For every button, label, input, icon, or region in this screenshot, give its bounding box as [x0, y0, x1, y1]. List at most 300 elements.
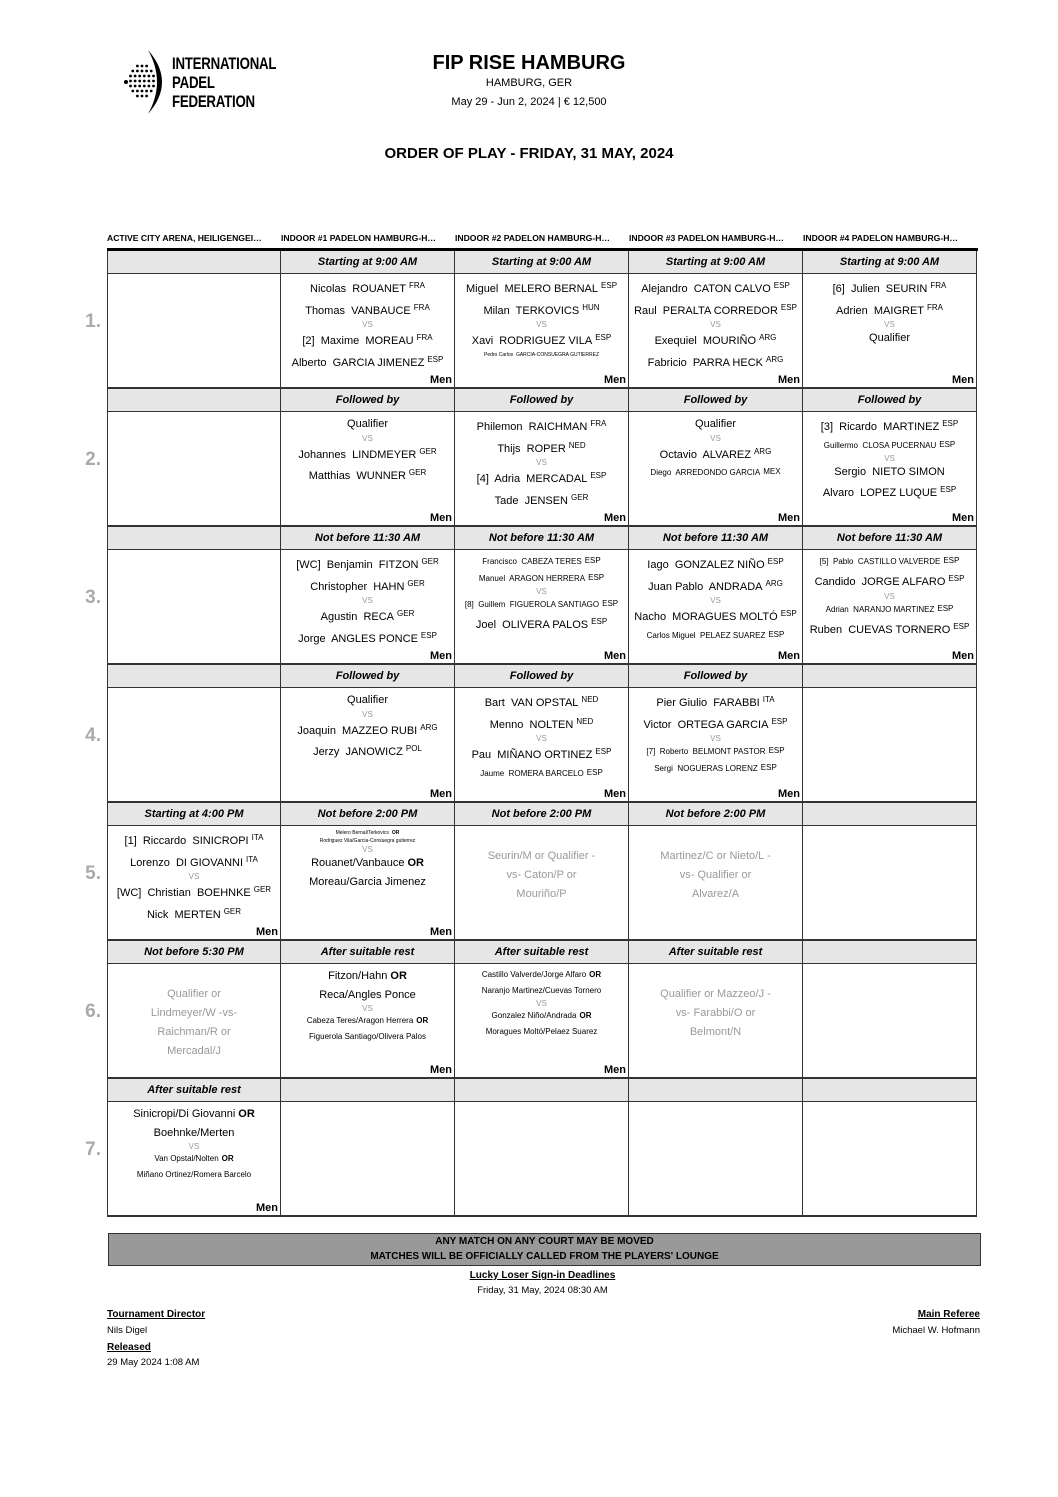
time-header: Not before 11:30 AM: [803, 527, 977, 550]
player-name: Qualifier or Mazzeo/J -: [660, 988, 771, 1000]
country-code: MEX: [763, 467, 781, 476]
time-header: Followed by: [281, 389, 455, 412]
match-cell: [629, 826, 803, 941]
court-name: INDOOR #1 PADELON HAMBURG-H…: [281, 233, 437, 243]
time-header: Starting at 9:00 AM: [455, 251, 629, 274]
schedule-row: [85, 1079, 978, 1217]
country-code: GER: [408, 468, 427, 477]
player-line: [629, 464, 802, 481]
country-code: ESP: [780, 302, 797, 312]
vs-label: [281, 845, 454, 854]
time-header: After suitable rest: [629, 941, 803, 964]
player-name: [WC] Christian BOEHNKE: [116, 887, 251, 899]
country-code: ESP: [767, 557, 784, 566]
player-name: Castillo Valverde/Jorge Alfaro: [481, 970, 587, 979]
country-code: ESP: [595, 747, 612, 756]
match-cell: [455, 550, 629, 665]
player-line: [803, 415, 976, 437]
country-code: NED: [576, 716, 594, 726]
player-line: [629, 351, 802, 373]
country-code: GER: [253, 885, 272, 894]
player-line: [803, 299, 976, 321]
country-code: ARG: [753, 446, 772, 456]
player-line: [629, 575, 802, 597]
time-header: [281, 1079, 455, 1102]
player-name: VS: [710, 596, 721, 605]
vs-label: [803, 592, 976, 601]
player-name: Boehnke/Merten: [153, 1126, 235, 1139]
country-code: FRA: [413, 302, 430, 312]
player-name: VS: [710, 433, 721, 443]
player-name: Moreau/Garcia Jimenez: [309, 875, 426, 888]
player-line: [803, 437, 976, 454]
match-cell: [803, 274, 977, 389]
vs-label: [629, 320, 802, 329]
match-cell: [281, 412, 455, 527]
player-name: Exequiel MOURIÑO: [654, 335, 757, 347]
country-code: ESP: [590, 471, 607, 480]
player-name: [2] Maxime MOREAU: [302, 335, 414, 347]
player-name: VS: [884, 320, 895, 329]
country-code: ARG: [765, 578, 783, 588]
country-code: FRA: [930, 281, 947, 290]
logo-dot: [131, 90, 134, 93]
player-name: Juan Pablo ANDRADA: [648, 580, 763, 593]
time-header: Not before 2:00 PM: [455, 803, 629, 826]
player-line: [108, 1042, 280, 1061]
player-line: [108, 1151, 280, 1167]
player-line: [281, 351, 454, 373]
vs-label: [629, 596, 802, 605]
category-label: Men: [430, 512, 452, 524]
player-name: Qualifier: [695, 418, 736, 430]
player-name: Miguel MELERO BERNAL: [465, 283, 599, 295]
player-line: [629, 885, 802, 904]
country-code: ESP: [602, 599, 619, 608]
player-name: [4] Adria MERCADAL: [476, 473, 588, 485]
time-header: Not before 2:00 PM: [629, 803, 803, 826]
or-label: OR: [391, 830, 400, 836]
player-line: [455, 613, 628, 635]
country-code: GER: [421, 557, 439, 566]
row-number: 2.: [85, 449, 101, 470]
player-name: Alejandro CATON CALVO: [641, 283, 771, 295]
player-name: Qualifier: [347, 418, 388, 430]
match-cell: [281, 964, 455, 1079]
country-code: ITA: [762, 695, 775, 704]
category-label: Men: [952, 374, 974, 386]
player-line: [455, 743, 628, 765]
match-cell: [455, 1102, 629, 1217]
player-line: [455, 277, 628, 299]
player-line: [629, 743, 802, 760]
player-name: Van Opstal/Nolten: [154, 1154, 219, 1163]
player-name: Nick MERTEN: [146, 908, 221, 921]
player-name: VS: [536, 458, 547, 467]
notice-banner: [108, 1233, 981, 1266]
player-name: [1] Riccardo SINICROPI: [124, 835, 249, 847]
player-name: Fabricio PARRA HECK: [647, 356, 763, 369]
player-line: [281, 329, 454, 351]
player-name: Candido JORGE ALFARO: [814, 576, 946, 588]
row-number: 4.: [85, 725, 101, 746]
player-name: VS: [362, 1004, 373, 1013]
player-name: VS: [710, 320, 721, 329]
or-label: OR: [221, 1154, 234, 1163]
time-header: Followed by: [803, 389, 977, 412]
player-name: Xavi RODRIGUEZ VILA: [471, 335, 593, 347]
player-line: [108, 1124, 280, 1143]
time-header: Followed by: [629, 665, 803, 688]
category-label: Men: [430, 1064, 452, 1076]
player-name: Alvaro LOPEZ LUQUE: [822, 487, 938, 499]
category-label: Men: [604, 1064, 626, 1076]
player-line: [281, 605, 454, 627]
player-name: Jerzy JANOWICZ: [313, 746, 403, 758]
or-label: OR: [390, 970, 407, 982]
country-code: ESP: [760, 763, 777, 772]
match-cell: [629, 412, 803, 527]
player-name: Sergi NOGUERAS LORENZ: [654, 764, 758, 773]
match-cell: [455, 274, 629, 389]
time-header: Followed by: [629, 389, 803, 412]
court-name: INDOOR #3 PADELON HAMBURG-H…: [629, 233, 785, 243]
match-cell: [455, 412, 629, 527]
player-name: Pier Giulio FARABBI: [656, 697, 760, 709]
time-header: Starting at 4:00 PM: [107, 803, 281, 826]
country-code: GER: [419, 446, 437, 456]
schedule-row: [85, 665, 978, 803]
court-name: INDOOR #2 PADELON HAMBURG-H…: [455, 233, 611, 243]
time-header: Followed by: [455, 389, 629, 412]
player-name: VS: [710, 734, 721, 743]
player-name: Christopher HAHN: [310, 580, 405, 593]
schedule-row: [85, 389, 978, 527]
country-code: GER: [397, 609, 415, 618]
player-name: Nacho MORAGUES MOLTÓ: [634, 611, 778, 623]
player-name: Matthias WUNNER: [308, 470, 406, 482]
player-name: Raichman/R or: [157, 1026, 231, 1038]
time-header: Not before 11:30 AM: [629, 527, 803, 550]
player-line: [281, 740, 454, 762]
player-name: VS: [536, 320, 547, 329]
time-header: [455, 1079, 629, 1102]
country-code: GER: [407, 578, 425, 588]
player-line: [629, 866, 802, 885]
lucky-loser-date: Friday, 31 May, 2024 08:30 AM: [477, 1285, 608, 1296]
player-name: Francisco CABEZA TERES: [482, 557, 582, 566]
country-code: FRA: [927, 302, 944, 312]
match-cell: [455, 688, 629, 803]
match-cell: [629, 1102, 803, 1217]
player-name: Moragues Moltó/Pelaez Suarez: [485, 1027, 598, 1036]
match-cell: [803, 964, 977, 1079]
tournament-title: FIP RISE HAMBURG: [432, 52, 626, 74]
time-header: [107, 251, 281, 274]
player-name: VS: [884, 591, 895, 601]
player-line: [455, 596, 628, 613]
vs-label: [629, 734, 802, 743]
player-line: [455, 967, 628, 983]
player-name: Rodriguez Vila/Garcia-Consuegra gutierrez: [319, 838, 416, 844]
match-cell: [455, 826, 629, 941]
player-line: [108, 903, 280, 925]
player-line: [629, 627, 802, 644]
player-line: [108, 1023, 280, 1042]
player-name: [5] Pablo CASTILLO VALVERDE: [819, 557, 941, 566]
player-line: [803, 329, 976, 348]
player-line: [108, 881, 280, 903]
match-cell: [107, 412, 281, 527]
match-cell: [803, 550, 977, 665]
director-name: Nils Digel: [107, 1325, 148, 1336]
player-name: Guillermo CLOSA PUCERNAU: [823, 440, 937, 450]
country-code: ARG: [420, 722, 438, 732]
player-line: [803, 570, 976, 592]
player-name: Raul PERALTA CORREDOR: [634, 304, 778, 317]
player-name: VS: [362, 433, 373, 443]
row-number: 5.: [85, 863, 101, 884]
player-name: vs- Caton/P or: [506, 869, 577, 881]
logo-line: PADEL: [172, 73, 215, 92]
schedule-grid: [85, 248, 978, 1217]
player-line: [455, 1024, 628, 1040]
player-name: VS: [188, 1142, 200, 1151]
player-name: [8] Guillem FIGUEROLA SANTIAGO: [464, 600, 600, 609]
player-name: Naranjo Martinez/Cuevas Tornero: [481, 986, 602, 995]
country-code: POL: [405, 744, 422, 753]
player-line: [455, 351, 628, 359]
country-code: GER: [223, 906, 242, 916]
player-line: [281, 299, 454, 321]
director-label: Tournament Director: [107, 1309, 206, 1320]
player-name: Belmont/N: [689, 1026, 742, 1038]
country-code: ESP: [584, 556, 601, 565]
player-name: vs- Qualifier or: [679, 869, 752, 881]
player-name: VS: [362, 709, 373, 719]
category-label: Men: [778, 512, 800, 524]
time-header: Not before 11:30 AM: [455, 527, 629, 550]
player-line: [455, 691, 628, 713]
time-header: Starting at 9:00 AM: [629, 251, 803, 274]
player-name: Agustin RECA: [320, 611, 395, 623]
player-line: [281, 1013, 454, 1029]
match-cell: [629, 550, 803, 665]
player-name: VS: [188, 872, 200, 881]
category-label: Men: [604, 512, 626, 524]
row-number: 1.: [85, 311, 101, 332]
player-name: Miñano Ortinez/Romera Barcelo: [136, 1170, 252, 1179]
player-name: [3] Ricardo MARTINEZ: [820, 421, 940, 433]
player-name: Figuerola Santiago/Olivera Palos: [309, 1032, 426, 1041]
released-date: 29 May 2024 1:08 AM: [107, 1357, 200, 1368]
player-name: Carlos Miguel PELAEZ SUAREZ: [646, 630, 766, 640]
player-line: [629, 691, 802, 713]
country-code: ESP: [948, 574, 965, 583]
player-name: Melero Bernal/Terkovics: [335, 830, 389, 836]
player-name: Nicolas ROUANET: [310, 283, 406, 295]
vs-label: [108, 1142, 280, 1151]
player-name: VS: [536, 999, 547, 1008]
match-cell: [107, 688, 281, 803]
player-line: [629, 329, 802, 351]
country-code: ESP: [595, 333, 612, 342]
court-name: INDOOR #4 PADELON HAMBURG-H…: [803, 233, 959, 243]
player-name: Rouanet/Vanbauce: [311, 857, 405, 869]
player-line: [629, 985, 802, 1004]
player-name: Thomas VANBAUCE: [305, 304, 411, 317]
schedule-row: [85, 527, 978, 665]
country-code: ESP: [768, 746, 785, 755]
player-name: [6] Julien SEURIN: [832, 283, 928, 295]
player-name: VS: [536, 587, 547, 596]
match-cell: [629, 274, 803, 389]
time-header: Starting at 9:00 AM: [803, 251, 977, 274]
notice-line: MATCHES WILL BE OFFICIALLY CALLED FROM THE PLAYERS' LOUNGE: [370, 1251, 719, 1262]
category-label: Men: [604, 788, 626, 800]
category-label: Men: [952, 650, 974, 662]
player-name: Qualifier or: [167, 988, 221, 1000]
player-line: [455, 299, 628, 321]
country-code: ESP: [953, 621, 970, 631]
player-name: Martinez/C or Nieto/L -: [660, 850, 771, 862]
match-cell: [107, 1102, 281, 1217]
time-header: [803, 803, 977, 826]
vs-label: [108, 872, 280, 881]
vs-label: [281, 1004, 454, 1013]
player-line: [629, 713, 802, 735]
country-code: ESP: [940, 485, 957, 494]
player-line: [281, 967, 454, 986]
player-line: [629, 553, 802, 575]
vs-label: [455, 458, 628, 467]
player-name: Pau MIÑANO ORTINEZ: [471, 749, 593, 761]
category-label: Men: [778, 374, 800, 386]
country-code: ESP: [427, 354, 444, 364]
player-name: Qualifier: [869, 332, 910, 344]
country-code: ITA: [251, 833, 264, 842]
category-label: Men: [430, 788, 452, 800]
time-header: Not before 2:00 PM: [281, 803, 455, 826]
tournament-city: HAMBURG, GER: [485, 77, 573, 89]
player-line: [629, 277, 802, 299]
country-code: ESP: [601, 281, 618, 290]
player-name: Fitzon/Hahn: [328, 970, 388, 982]
player-line: [281, 575, 454, 597]
match-cell: [803, 826, 977, 941]
country-code: ESP: [939, 439, 956, 449]
player-name: Johannes LINDMEYER: [298, 448, 417, 461]
player-line: [803, 481, 976, 503]
player-name: Sergio NIETO SIMON: [834, 465, 945, 478]
match-cell: [107, 274, 281, 389]
logo-dot: [141, 90, 144, 93]
match-cell: [281, 1102, 455, 1217]
player-line: [281, 691, 454, 710]
court-headers: [107, 233, 987, 243]
row-number: 3.: [85, 587, 101, 608]
or-label: OR: [579, 1011, 592, 1020]
time-header: [107, 389, 281, 412]
country-code: GER: [571, 492, 589, 502]
player-name: VS: [362, 596, 373, 605]
player-line: [281, 553, 454, 575]
lucky-loser-title: Lucky Loser Sign-in Deadlines: [469, 1270, 616, 1281]
player-name: Qualifier: [347, 694, 388, 706]
player-line: [281, 854, 454, 873]
player-line: [108, 985, 280, 1004]
player-line: [803, 618, 976, 640]
player-name: Joaquin MAZZEO RUBI: [297, 724, 418, 737]
tournament-dates: May 29 - Jun 2, 2024 | € 12,500: [451, 96, 607, 108]
country-code: FRA: [416, 333, 433, 342]
player-line: [455, 437, 628, 459]
country-code: ESP: [771, 716, 788, 726]
player-name: Menno NOLTEN: [489, 718, 574, 731]
player-line: [281, 829, 454, 837]
country-code: ESP: [420, 630, 437, 640]
player-name: Alvarez/A: [691, 888, 740, 900]
vs-label: [803, 320, 976, 329]
category-label: Men: [952, 512, 974, 524]
time-header: After suitable rest: [455, 941, 629, 964]
player-name: Reca/Angles Ponce: [319, 988, 416, 1001]
logo-line: FEDERATION: [172, 92, 255, 111]
player-line: [281, 627, 454, 649]
time-header: After suitable rest: [281, 941, 455, 964]
match-cell: [107, 550, 281, 665]
player-line: [455, 983, 628, 999]
player-line: [455, 885, 628, 904]
logo-dot: [145, 90, 148, 93]
time-header: Not before 5:30 PM: [107, 941, 281, 964]
player-line: [281, 277, 454, 299]
time-header: [803, 941, 977, 964]
country-code: ESP: [780, 609, 797, 618]
category-label: Men: [256, 1202, 278, 1214]
player-line: [629, 760, 802, 777]
player-line: [455, 847, 628, 866]
country-code: ESP: [937, 603, 954, 613]
schedule-row: [85, 251, 978, 389]
player-name: Lorenzo DI GIOVANNI: [130, 856, 244, 869]
player-line: [281, 464, 454, 486]
player-name: Mercadal/J: [167, 1045, 221, 1057]
or-label: OR: [407, 857, 424, 869]
player-name: Alberto GARCIA JIMENEZ: [291, 356, 425, 369]
vs-label: [281, 710, 454, 719]
or-label: OR: [589, 970, 602, 979]
player-line: [455, 329, 628, 351]
time-header: [107, 665, 281, 688]
match-cell: [803, 1102, 977, 1217]
referee-name: Michael W. Hofmann: [892, 1325, 980, 1336]
player-line: [629, 605, 802, 627]
player-line: [108, 851, 280, 873]
match-cell: [281, 550, 455, 665]
player-line: [281, 719, 454, 741]
player-line: [281, 873, 454, 892]
player-name: Tade JENSEN: [494, 494, 569, 507]
player-name: Bart VAN OPSTAL: [484, 697, 579, 709]
vs-label: [281, 596, 454, 605]
time-header: [803, 665, 977, 688]
player-name: Sinicropi/Di Giovanni: [133, 1108, 236, 1120]
row-number: 7.: [85, 1139, 101, 1160]
player-name: Victor ORTEGA GARCIA: [643, 718, 769, 731]
player-line: [455, 866, 628, 885]
player-line: [455, 570, 628, 587]
